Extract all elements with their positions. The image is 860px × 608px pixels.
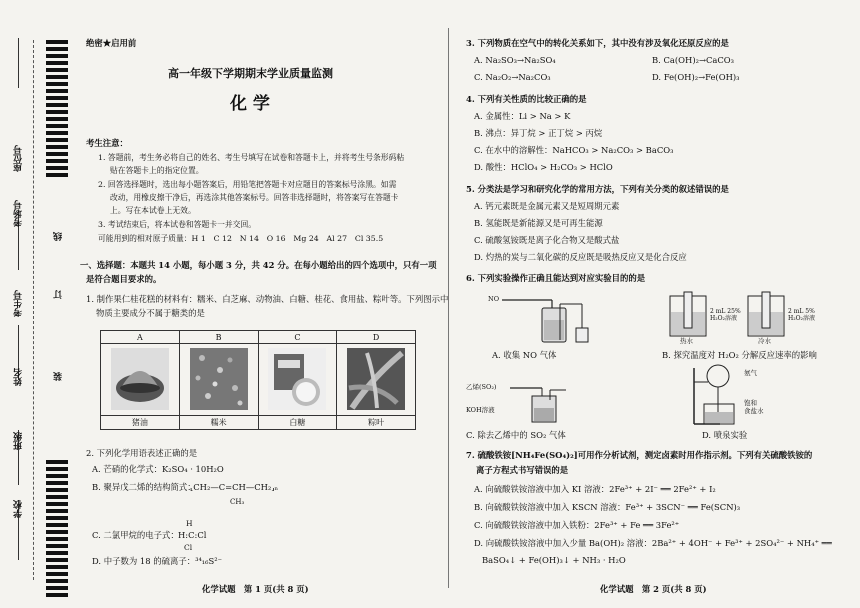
h2o2-25-label: 2 mL 25%: [710, 308, 741, 315]
no-gas-label: NO: [488, 295, 500, 303]
question-7-option-c: C. 向硫酸铁铵溶液中加入铁粉：2Fe³⁺ + Fe ══ 3Fe²⁺: [474, 520, 680, 530]
name-label: 姓名: [14, 368, 24, 386]
question-4-option-b: B. 沸点：异丁烷 > 正丁烷 > 丙烷: [474, 128, 603, 138]
option-a-caption: 猪油: [101, 416, 180, 430]
question-5-option-a: A. 钙元素既是金属元素又是短周期元素: [474, 201, 620, 211]
apparatus-d-fountain: [690, 362, 790, 428]
secret-mark: 绝密★启用前: [86, 38, 137, 48]
binding-mark: [46, 89, 68, 93]
page-1: [72, 0, 449, 608]
koh-solution-label: KOH溶液: [466, 406, 495, 414]
question-7-option-d: D. 向硫酸铁铵溶液中加入少量 Ba(OH)₂ 溶液：2Ba²⁺ + 4OH⁻ + Fe³⁺ + 2SO₄²⁻ + NH₄⁺ ══: [474, 538, 832, 548]
binding-mark: [46, 523, 68, 527]
question-6-stem: 6. 下列实验操作正确且能达到对应实验目的的是: [466, 273, 646, 283]
binding-mark: [46, 124, 68, 128]
binding-mark: [46, 75, 68, 79]
binding-mark: [46, 537, 68, 541]
question-2-option-a: A. 芒硝的化学式：K₂SO₄ · 10H₂O: [92, 464, 224, 474]
page-2-footer: 化学试题 第 2 页(共 8 页): [600, 584, 707, 594]
question-3-option-c: C. Na₂O₂→Na₂CO₃: [474, 72, 551, 82]
binding-mark: [46, 82, 68, 86]
binding-mark: [46, 159, 68, 163]
exam-room-label: 考场号: [14, 200, 24, 227]
notice-line: 贴在答题卡上的指定位置。: [110, 166, 204, 175]
question-6-option-a: A. 收集 NO 气体: [492, 350, 557, 360]
lard-photo: [101, 344, 180, 416]
notice-line: 改动，用橡皮擦干净后，再选涂其他答案标号。回答非选择题时，将答案写在答题卡: [110, 193, 399, 202]
electron-formula-middle: H:C:Cl: [178, 530, 207, 540]
question-1-stem: 1. 制作果仁桂花糕的材料有：糯米、白芝麻、动物油、白糖、桂花、食用盐、粽叶等。下列图示中: [86, 294, 449, 304]
question-3-option-a: A. Na₂SO₃→Na₂SO₄: [474, 55, 556, 65]
ethene-so2-label: 乙烯(SO₂): [466, 383, 497, 391]
binding-mark: [46, 509, 68, 513]
white-sugar-photo: [258, 344, 337, 416]
notice-line: 上。写在本试卷上无效。: [110, 206, 196, 215]
glutinous-rice-photo: [179, 344, 258, 416]
binding-mark: [46, 502, 68, 506]
cut-label-bind: 订: [54, 290, 64, 299]
col-d-header: D: [337, 331, 416, 344]
h2o2-5-label-2: H₂O₂溶液: [788, 315, 815, 322]
question-7-stem: 7. 硫酸铁铵[NH₄Fe(SO₄)₂]可用作分析试剂，测定卤素时用作指示剂。下列有关硫酸铁铵的: [466, 450, 813, 460]
option-c-caption: 白糖: [258, 416, 337, 430]
binding-mark: [46, 474, 68, 478]
page-1-footer: 化学试题 第 1 页(共 8 页): [202, 584, 309, 594]
binding-mark: [46, 152, 68, 156]
seat-number-label: 座位号: [14, 145, 24, 172]
binding-mark: [46, 103, 68, 107]
binding-mark: [46, 96, 68, 100]
ammonia-label: 氨气: [744, 369, 757, 377]
question-5-stem: 5. 分类法是学习和研究化学的常用方法，下列有关分类的叙述错误的是: [466, 184, 729, 194]
question-2-option-c: C. 二氯甲烷的电子式：: [92, 530, 179, 540]
binding-mark: [46, 145, 68, 149]
question-4-stem: 4. 下列有关性质的比较正确的是: [466, 94, 587, 104]
binding-mark: [46, 558, 68, 562]
apparatus-c-remove-so2: [492, 380, 572, 426]
question-7-option-a: A. 向硫酸铁铵溶液中加入 KI 溶液：2Fe³⁺ + 2I⁻ ══ 2Fe²⁺ + I₂: [474, 484, 716, 494]
question-5-option-c: C. 硫酸氢铵既是离子化合物又是酸式盐: [474, 235, 620, 245]
question-3-option-b: B. Ca(OH)₂→CaCO₃: [652, 55, 734, 65]
question-3-stem: 3. 下列物质在空气中的转化关系如下，其中没有涉及氧化还原反应的是: [466, 38, 729, 48]
polyisoprene-branch: CH₃: [230, 498, 245, 506]
h2o2-5-label: 2 mL 5%: [788, 308, 815, 315]
cut-label-install: 装: [54, 372, 64, 381]
option-d-caption: 粽叶: [337, 416, 416, 430]
electron-formula-top: H: [186, 519, 193, 528]
binding-mark: [46, 54, 68, 58]
notice-line: 2. 回答选择题时，选出每小题答案后，用铅笔把答题卡对应题目的答案标号涂黑。如需: [98, 180, 397, 189]
bamboo-leaf-photo: [337, 344, 416, 416]
question-2-stem: 2. 下列化学用语表述正确的是: [86, 448, 198, 458]
binding-mark: [46, 68, 68, 72]
question-1-table: [100, 330, 416, 430]
question-5-option-b: B. 氢能既是新能源又是可再生能源: [474, 218, 603, 228]
notice-line: 1. 答题前，考生务必将自己的姓名、考生号填写在试卷和答题卡上，并将考生号条形码粘: [98, 153, 405, 162]
fill-line: [18, 38, 19, 88]
question-7-stem-cont: 离子方程式书写错误的是: [476, 465, 569, 475]
binding-mark: [46, 131, 68, 135]
section1-heading: 一、选择题：本题共 14 小题，每小题 3 分，共 42 分。在每小题给出的四个选项中，只有一项: [80, 260, 437, 270]
binding-mark: [46, 47, 68, 51]
cut-label-line: 线: [54, 232, 64, 241]
binding-mark: [46, 495, 68, 499]
col-c-header: C: [258, 331, 337, 344]
class-label: 班级: [14, 432, 24, 450]
question-4-option-c: C. 在水中的溶解性：NaHCO₃ > Na₂CO₃ > BaCO₃: [474, 145, 674, 155]
binding-mark: [46, 488, 68, 492]
question-3-option-d: D. Fe(OH)₂→Fe(OH)₃: [652, 72, 740, 82]
binding-mark: [46, 40, 68, 44]
question-4-option-a: A. 金属性：Li > Na > K: [474, 111, 571, 121]
binding-mark: [46, 138, 68, 142]
binding-mark: [46, 530, 68, 534]
binding-mark: [46, 110, 68, 114]
question-2-option-b: B. 聚异戊二烯的结构简式：: [92, 482, 196, 492]
binding-mark: [46, 173, 68, 177]
cut-line: [33, 40, 34, 580]
binding-strip: [0, 0, 70, 608]
h2o2-25-label-2: H₂O₂溶液: [710, 315, 737, 322]
page-divider: [448, 28, 449, 588]
col-a-header: A: [101, 331, 180, 344]
notice-line: 3. 考试结束后，将本试卷和答题卡一并交回。: [98, 220, 257, 229]
question-7-option-d-cont: BaSO₄↓ + Fe(OH)₃↓ + NH₃ · H₂O: [482, 555, 626, 565]
atomic-mass-line: 可能用到的相对原子质量：H 1 C 12 N 14 O 16 Mg 24 Al 27 Cl 35.5: [98, 234, 384, 243]
binding-mark: [46, 544, 68, 548]
binding-mark: [46, 551, 68, 555]
question-7-option-b: B. 向硫酸铁铵溶液中加入 KSCN 溶液：Fe³⁺ + 3SCN⁻ ══ Fe(SCN)₃: [474, 502, 741, 512]
binding-mark: [46, 565, 68, 569]
cold-water-label: 冷水: [758, 337, 771, 345]
question-1-stem-cont: 物质主要成分不属于糖类的是: [96, 308, 205, 318]
binding-mark: [46, 460, 68, 464]
hot-water-label: 热水: [680, 337, 693, 345]
student-number-label: 考生号: [14, 290, 24, 317]
binding-mark: [46, 586, 68, 590]
question-6-option-c: C. 除去乙烯中的 SO₂ 气体: [466, 430, 566, 440]
brine-label: 食盐水: [744, 407, 764, 415]
binding-mark: [46, 166, 68, 170]
question-5-option-d: D. 灼热的炭与二氧化碳的反应既是吸热反应又是化合反应: [474, 252, 687, 262]
question-6-option-b: B. 探究温度对 H₂O₂ 分解反应速率的影响: [662, 350, 817, 360]
electron-formula-bottom: Cl: [184, 543, 193, 552]
binding-mark: [46, 481, 68, 485]
page-2: [452, 0, 852, 608]
question-6-option-d: D. 喷泉实验: [702, 430, 748, 440]
exam-title: 高一年级下学期期末学业质量监测: [168, 67, 333, 80]
binding-mark: [46, 117, 68, 121]
binding-mark: [46, 516, 68, 520]
subject-title: 化 学: [230, 94, 270, 114]
binding-mark: [46, 572, 68, 576]
school-label: 学校: [14, 500, 24, 518]
binding-mark: [46, 61, 68, 65]
col-b-header: B: [179, 331, 258, 344]
binding-mark: [46, 467, 68, 471]
notice-title: 考生注意：: [86, 138, 128, 148]
option-b-caption: 糯米: [179, 416, 258, 430]
saturated-label: 饱和: [744, 399, 757, 407]
section1-heading-cont: 是符合题目要求的。: [86, 274, 162, 284]
binding-mark: [46, 593, 68, 597]
question-4-option-d: D. 酸性：HClO₄ > H₂CO₃ > HClO: [474, 162, 613, 172]
polyisoprene-formula: ⸤CH₂—C=CH—CH₂⸥ₙ: [190, 482, 279, 492]
binding-mark: [46, 579, 68, 583]
question-2-option-d: D. 中子数为 18 的硫离子：³⁴₁₆S²⁻: [92, 556, 223, 566]
